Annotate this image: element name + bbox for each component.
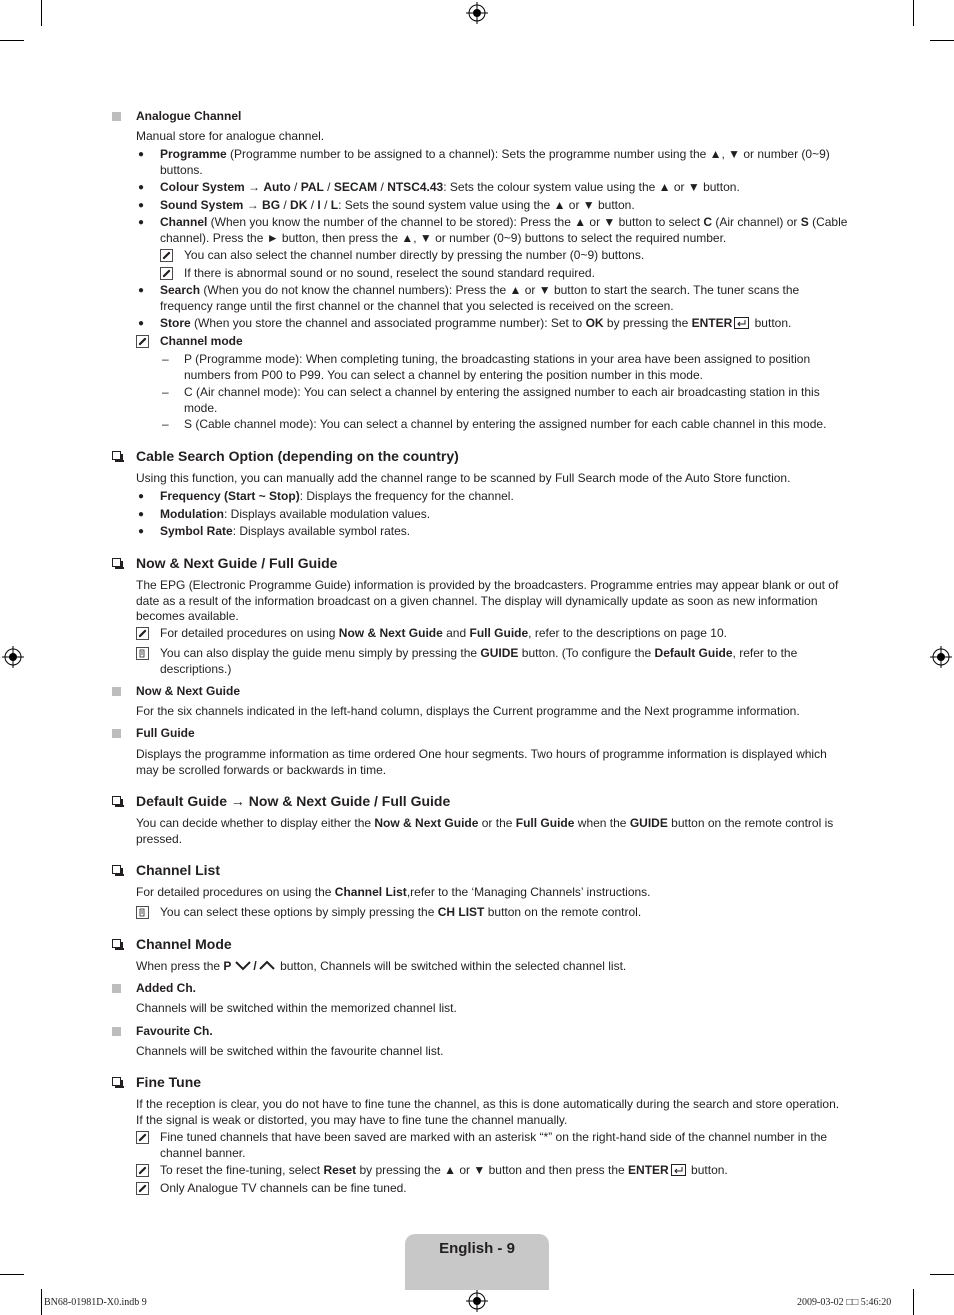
checkbox-square-icon xyxy=(112,796,121,805)
enter-icon xyxy=(671,1164,686,1176)
trim-mark xyxy=(930,40,954,41)
checkbox-square-icon xyxy=(112,939,121,948)
print-slug-left: BN68-01981D-X0.indb 9 xyxy=(44,1297,147,1308)
bullet-icon: ● xyxy=(138,491,145,502)
bullet-icon: ● xyxy=(138,182,145,193)
subsection-title: Analogue Channel xyxy=(136,109,242,123)
paragraph: When press the P / button, Channels will be switched within the selected channel list. xyxy=(136,959,627,973)
enter-icon xyxy=(734,317,749,329)
section-title: Default Guide → Now & Next Guide / Full Guide xyxy=(136,793,451,809)
checkbox-square-icon xyxy=(112,451,121,460)
bullet-icon: ● xyxy=(138,509,145,520)
section-title: Now & Next Guide / Full Guide xyxy=(136,555,338,571)
trim-mark xyxy=(913,1289,914,1315)
paragraph: The EPG (Electronic Programme Guide) information is provided by the broadcasters. Programme entries may appear blank or out of date as a result of the information broadcast on a given channel. The display will dynamically update as soon as new information becomes available. xyxy=(136,578,839,623)
registration-mark-icon xyxy=(466,1290,488,1312)
checkbox-square-icon xyxy=(112,865,121,874)
registration-mark-icon xyxy=(930,646,952,668)
paragraph: Channels will be switched within the memorized channel list. xyxy=(136,1001,457,1015)
section-title: Channel List xyxy=(136,862,221,878)
note-icon xyxy=(136,1131,149,1144)
paragraph: Channels will be switched within the favourite channel list. xyxy=(136,1044,444,1058)
bullet-icon: ● xyxy=(138,149,145,160)
page-number: English - 9 xyxy=(439,1240,515,1257)
note-icon xyxy=(160,267,173,280)
bullet-icon: ● xyxy=(138,217,145,228)
square-bullet-icon xyxy=(112,687,121,696)
trim-mark xyxy=(0,40,24,41)
note-icon xyxy=(136,627,149,640)
bullet-icon: ● xyxy=(138,318,145,329)
trim-mark xyxy=(930,1274,954,1275)
subsection-title: Favourite Ch. xyxy=(136,1024,213,1038)
note-icon xyxy=(136,1182,149,1195)
checkbox-square-icon xyxy=(112,1077,121,1086)
checkbox-square-icon xyxy=(112,558,121,567)
chevron-up-icon xyxy=(259,960,275,971)
trim-mark xyxy=(41,1289,42,1315)
square-bullet-icon xyxy=(112,984,121,993)
paragraph: If the reception is clear, you do not have to fine tune the channel, as this is done automatically during the search and store operation. If the signal is weak or distorted, you may have to fine tune the channel manually. xyxy=(136,1097,840,1127)
section-title: Channel Mode xyxy=(136,936,232,952)
paragraph: Displays the programme information as time ordered One hour segments. Two hours of programme information is displayed which may be scrolled forwards or backwards in time. xyxy=(136,747,827,777)
square-bullet-icon xyxy=(112,112,121,121)
paragraph: You can decide whether to display either the Now & Next Guide or the Full Guide when the GUIDE button on the remote control is pressed. xyxy=(136,816,834,846)
section-title: Fine Tune xyxy=(136,1074,202,1090)
remote-icon xyxy=(136,906,149,919)
subsection-title: Now & Next Guide xyxy=(136,684,241,698)
subsection-title: Full Guide xyxy=(136,726,195,740)
section-title: Cable Search Option (depending on the country) xyxy=(136,448,459,464)
paragraph: Manual store for analogue channel. xyxy=(136,129,325,143)
note-icon xyxy=(136,335,149,348)
paragraph: For the six channels indicated in the left-hand column, displays the Current programme and the Next programme information. xyxy=(136,704,800,718)
bullet-icon: ● xyxy=(138,285,145,296)
paragraph: Using this function, you can manually add the channel range to be scanned by Full Search mode of the Auto Store function. xyxy=(136,471,791,485)
square-bullet-icon xyxy=(112,729,121,738)
trim-mark xyxy=(913,0,914,26)
registration-mark-icon xyxy=(2,646,24,668)
subsection-title: Added Ch. xyxy=(136,981,196,995)
note-icon xyxy=(160,249,173,262)
registration-mark-icon xyxy=(466,2,488,24)
note-icon xyxy=(136,1164,149,1177)
paragraph: For detailed procedures on using the Channel List,refer to the ‘Managing Channels’ instructions. xyxy=(136,885,651,899)
trim-mark xyxy=(41,0,42,26)
print-slug-right: 2009-03-02 □□ 5:46:20 xyxy=(797,1297,892,1308)
remote-icon xyxy=(136,647,149,660)
bullet-icon: ● xyxy=(138,526,145,537)
trim-mark xyxy=(0,1274,24,1275)
chevron-down-icon xyxy=(235,960,251,971)
square-bullet-icon xyxy=(112,1027,121,1036)
bullet-icon: ● xyxy=(138,200,145,211)
